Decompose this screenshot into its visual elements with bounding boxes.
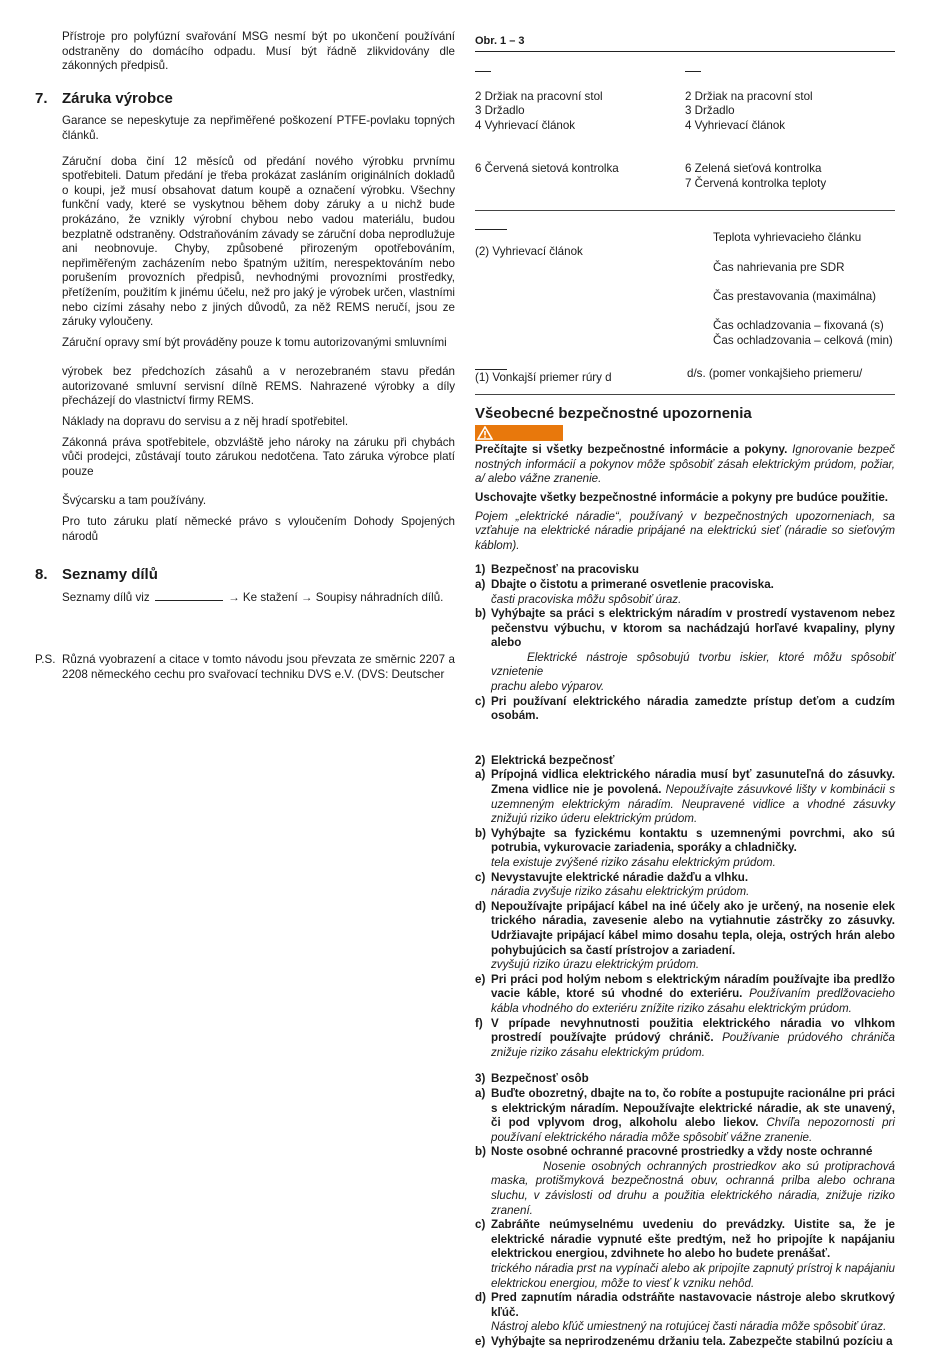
item-bold: Noste osobné ochranné pracovné prostriedky a vždy noste ochranné [491, 1145, 873, 1159]
short-rule [475, 71, 491, 72]
spec-heating-element: (2) Vyhrievací článok [475, 244, 583, 258]
item-letter: b) [475, 1145, 486, 1159]
safety-item [475, 1145, 895, 1218]
item-text [491, 1017, 895, 1061]
safety-item [475, 973, 895, 1017]
legend-item: 4 Vyhrievací článok [475, 118, 576, 132]
parts-list-text-b: → Ke stažení → Soupisy náhradních dílů. [228, 590, 444, 604]
section-title: Seznamy dílů [62, 566, 158, 584]
item-text [491, 827, 895, 871]
item-bold: Vyhýbajte sa fyzickému kontaktu s uzemnenými povrchmi, ako sú potrubia, vykurovacie zariadenia, sporáky a chladničky. [491, 826, 895, 855]
item-letter: d) [475, 899, 486, 913]
figure-caption: Obr. 1 – 3 [475, 34, 895, 52]
safety-item [475, 695, 895, 724]
warranty-p6: Zákonná práva spotřebitele, obzvláště jeho nároky na záruku při chybách vůči prodejci, zůstávají touto zárukou nedotčena. Tato záruka výrobce platí pouze [62, 435, 455, 478]
item-text [491, 578, 895, 607]
safety-item [475, 1291, 895, 1335]
disposal-paragraph: Přístroje pro polyfúzní svařování MSG nesmí být po ukončení používání odstraněny do domácího odpadu. Musí být řádně zlikvidovány dle zákonných předpisů. [62, 30, 455, 73]
item-italic: Elektrické nástroje spôsobujú tvorbu iskier, ktoré môžu spôsobiť vznietenie [491, 650, 895, 679]
ps-text: Různá vyobrazení a citace v tomto návodu jsou převzata ze směrnic 2207 a 2208 německého cechu pro svařovací techniku DVS e.V. (DVS: Deutscher [62, 653, 455, 681]
item-letter: d) [475, 1291, 486, 1305]
ps-note [35, 653, 455, 682]
item-bold: Dbajte o čistotu a primerané osvetlenie pracoviska. [491, 577, 774, 591]
warning-banner [475, 425, 563, 441]
safety-term: Pojem „elektrické náradie“, používaný v bezpečnostných upozorneniach, sa vzťahuje na elektrické náradie pripájané na elektrickú sieť (náradie so sieťovým káblom). [475, 509, 895, 552]
safety-section-3-heading [475, 1072, 895, 1087]
item-bold: V prípade nevyhnutnosti použitia elektrického náradia vo vlhkom prostredí používajte prúdový chránič. [491, 1016, 895, 1045]
warranty-p1: Garance se nepeskytuje za nepřiměřené poškození PTFE-povlaku topných článků. [62, 114, 455, 142]
warranty-p2: Záruční doba činí 12 měsíců od předání nového výrobku prvnímu spotřebiteli. Datum předání je třeba prokázat zasláním originálních dokladů o koupi, jež musí obsahovat datum koupě a označení výrobku. Všechny funkční vady, které se vyskytnou během doby záruky a u nichž bude prokázáno, že vznikly výrobní chybou nebo vadou materiálu, budou bezplatně odstraněny. Odstraňováním závady se záruční doba neprodlužuje ani neobnovuje. Chyby, způsobené přirozeným opotřebováním, nepřiměřeným zacházením nebo špatným užitím, nerespektováním nebo porušením provozních předpisů, nevhodnými provozními prostředky, přetížením, použitím k jinému účelu, než pro jaký je výrobek určen, vlastními nebo cizími zásahy nebo z jiných důvodů, za něž REMS neručí, jsou ze záruky vyloučeny. [62, 154, 455, 329]
short-rule [685, 71, 701, 72]
item-letter: c) [475, 694, 486, 708]
section-title: Záruka výrobce [62, 89, 173, 107]
legend-item: 4 Vyhrievací článok [685, 118, 786, 132]
legend-item: 3 Držadlo [475, 104, 525, 118]
section-8-heading [35, 568, 455, 583]
spec-item: Čas nahrievania pre SDR [713, 260, 845, 274]
safety-keep: Uschovajte všetky bezpečnostné informácie a pokyny pre budúce použitie. [475, 490, 888, 504]
spec-item: Čas prestavovania (maximálna) [713, 289, 877, 303]
legend-item: 2 Držiak na pracovní stol [475, 89, 603, 103]
section-title: Bezpečnosť osôb [491, 1072, 589, 1086]
item-italic: časti pracoviska môžu spôsobiť úraz. [491, 592, 682, 606]
section-number: 1) [475, 563, 486, 577]
spec-ratio: d/s. (pomer vonkajšieho priemeru/ [687, 366, 863, 380]
item-text [491, 1291, 895, 1335]
left-column [35, 30, 455, 683]
spec-item: Teplota vyhrievacieho článku [713, 230, 862, 244]
item-letter: c) [475, 870, 486, 884]
item-letter: e) [475, 1335, 486, 1348]
spec-legend [475, 211, 895, 394]
item-text [491, 900, 895, 973]
safety-item [475, 1218, 895, 1291]
legend-item: 2 Držiak na pracovní stol [685, 89, 813, 103]
safety-item [475, 827, 895, 871]
item-italic: prachu alebo výparov. [491, 680, 605, 694]
item-italic: Používaním predlžovacieho kábla vhodného do exteriéru znížite riziko zásahu elektrickým prúdom. [491, 987, 895, 1015]
short-rule [475, 369, 507, 370]
safety-item [475, 1017, 895, 1061]
safety-item [475, 578, 895, 607]
warranty-p7: Švýcarsku a tam používány. [62, 494, 207, 508]
item-letter: b) [475, 607, 486, 621]
separator [475, 394, 895, 395]
item-italic: Nosenie osobných ochranných prostriedkov ako sú protiprachová maska, protišmyková bezpečnostná obuv, ochranná prilba alebo ochrana sluchu, v závislosti od druhu a použitia elektrického náradia, znižuje riziko zranení. [491, 1159, 895, 1217]
item-text [491, 871, 895, 900]
parts-list-paragraph [35, 591, 455, 606]
item-bold: Vyhýbajte sa práci s elektrickým náradím v prostredí vystavenom nebez pečenstvu výbuchu, v ktorom sa nachádzajú horľavé kvapaliny, plyny alebo [491, 607, 895, 650]
spec-item: Čas ochladzovania – celková (min) [713, 333, 893, 347]
legend-item: 6 Zelená sieťová kontrolka [685, 162, 822, 176]
item-bold: Vyhýbajte sa neprirodzenému držaniu tela. Zabezpečte stabilnú pozíciu a [491, 1335, 893, 1348]
ps-label: P.S. [35, 653, 56, 667]
blank-line [155, 600, 223, 601]
safety-lead-bold: Prečítajte si všetky bezpečnostné informácie a pokyny. [475, 443, 788, 457]
safety-item [475, 900, 895, 973]
item-italic: Nástroj alebo kľúč umiestnený na rotujúcej časti náradia môže spôsobiť úraz. [491, 1320, 887, 1334]
warranty-p3: Záruční opravy smí být prováděny pouze k tomu autorizovanými smluvními [62, 335, 447, 349]
item-letter: b) [475, 826, 486, 840]
warranty-p4: výrobek bez předchozích zásahů a v nerozebraném stavu předán autorizované smluvní servisní dílně REMS. Nahrazené výrobky a díly přecházejí do vlastnictví firmy REMS. [62, 365, 455, 408]
section-title: Elektrická bezpečnosť [491, 753, 615, 767]
item-text [491, 768, 895, 826]
item-italic: zvyšujú riziko úrazu elektrickým prúdom. [491, 958, 700, 972]
item-italic: Chvíľa nepozornosti pri používaní elektrického náradia môže spôsobiť vážne zranenie. [491, 1116, 895, 1144]
item-text [491, 607, 895, 695]
item-italic: tela existuje zvýšené riziko zásahu elektrickým prúdom. [491, 856, 776, 869]
safety-lead [475, 443, 895, 487]
section-7-heading [35, 89, 455, 107]
parts-list-text-a: Seznamy dílů viz [62, 590, 150, 604]
safety-item [475, 768, 895, 826]
item-bold: Buďte obozretný, dbajte na to, čo robíte a postupujte racionálne pri práci s elektrickým náradím. Nepoužívajte elektrické náradie, ak ste unavený, či pod vplyvom drog, alkoholu alebo liekov. [491, 1086, 895, 1130]
item-bold: Pri používaní elektrického náradia zamedzte prístup deťom a cudzím osobám. [491, 694, 895, 723]
safety-item [475, 1335, 895, 1350]
item-bold: Nepoužívajte pripájací kábel na iné účely ako je určený, na nosenie elek trického náradia, zavesenie alebo na vytiahnutie zástrčky zo zásuvky. Udržiavajte pripájací kábel mimo dosahu tepla, oleja, ostrých hrán alebo pohybujúcich sa častí prístrojov a zariadení. [491, 899, 895, 957]
right-column [475, 34, 895, 1350]
item-letter: a) [475, 1086, 486, 1100]
short-rule [475, 229, 507, 230]
item-bold: Zabráňte neúmyselnému uvedeniu do prevádzky. Uistite sa, že je elektrické náradie vypnuté ešte predtým, než ho pripojíte k napájaniu elektrickou energiou, zdvihnete ho alebo ho budete prenášať. [491, 1218, 895, 1261]
item-bold: Prípojná vidlica elektrického náradia musí byť zasunuteľná do zásuvky. Zmena vidlice nie je povolená. [491, 768, 895, 797]
safety-item [475, 607, 895, 695]
item-text [491, 1145, 895, 1218]
safety-section-2-heading [475, 754, 895, 769]
section-title: Bezpečnosť na pracovisku [491, 563, 639, 577]
section-number: 2) [475, 753, 486, 767]
figure-legend-left [475, 52, 685, 192]
item-text [491, 1218, 895, 1291]
legend-item: 6 Červená sietová kontrolka [475, 162, 619, 176]
legend-item: 3 Držadlo [685, 104, 735, 118]
item-bold: Nevystavujte elektrické náradie dažďu a vlhku. [491, 870, 749, 884]
item-letter: c) [475, 1218, 486, 1232]
item-italic: Používanie prúdového chrániča znižuje riziko zásahu elektrickým prúdom. [491, 1031, 895, 1059]
item-bold: Pri práci pod holým nebom s elektrickým náradím používajte iba predlžo vacie káble, ktoré sú vhodné do exteriéru. [491, 972, 895, 1001]
item-italic: Nepoužívajte zásuvkové lišty v kombinácii s uzemneným elektrickým náradím. Neupravené vidlice a vhodné zásuvky znižujú riziko úderu elektrickým prúdom. [491, 783, 895, 826]
spec-item: Čas ochladzovania – fixovaná (s) [713, 318, 884, 332]
figure-legend-right [685, 52, 895, 192]
warranty-p5: Náklady na dopravu do servisu a z něj hradí spotřebitel. [62, 415, 349, 429]
safety-section-1-heading [475, 563, 895, 578]
safety-title: Všeobecné bezpečnostné upozornenia [475, 404, 752, 422]
item-bold: Pred zapnutím náradia odstráňte nastavovacie nástroje alebo skrutkový kľúč. [491, 1291, 895, 1319]
spec-outer-diameter: (1) Vonkajší priemer rúry d [475, 370, 612, 384]
item-letter: a) [475, 577, 486, 591]
legend-item: 7 Červená kontrolka teploty [685, 176, 827, 190]
safety-item [475, 1087, 895, 1145]
safety-item [475, 871, 895, 900]
section-number: 3) [475, 1072, 486, 1086]
section-number: 8. [35, 566, 48, 584]
warning-triangle-icon [477, 426, 493, 440]
figure-legend [475, 52, 895, 192]
warranty-p8: Pro tuto záruku platí německé právo s vyloučením Dohody Spojených národů [62, 515, 455, 543]
item-text [491, 973, 895, 1017]
safety-lead-italic: Ignorovanie bezpeč nostných informácií a pokynov môže spôsobiť zásah elektrickým prúdom, požiar, a/ alebo vážne zranenie. [475, 443, 895, 486]
item-italic: náradia zvyšuje riziko zásahu elektrickým prúdom. [491, 885, 750, 899]
section-number: 7. [35, 89, 48, 107]
item-text [491, 1087, 895, 1145]
item-letter: f) [475, 1016, 483, 1030]
item-italic: trického náradia prst na vypínači alebo ak pripojíte zapnutý prístroj k napájaniu elektrickou energiou, môže to viesť k vzniku nehôd. [491, 1262, 895, 1290]
item-letter: a) [475, 768, 486, 782]
item-letter: e) [475, 972, 486, 986]
